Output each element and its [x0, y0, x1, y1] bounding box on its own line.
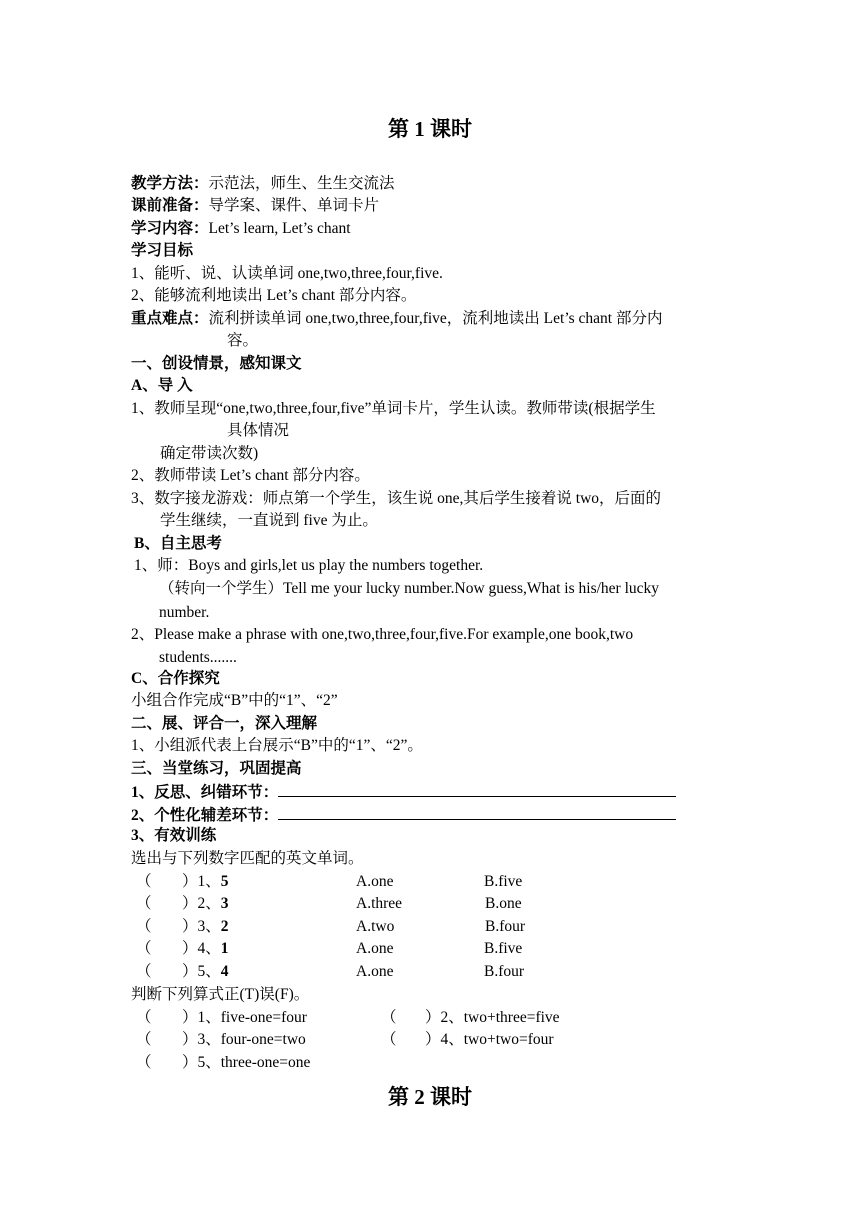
- key-points-label: 重点难点：: [131, 310, 209, 327]
- section-c-heading: C、合作探究: [131, 670, 220, 687]
- option-a: A.one: [356, 963, 394, 980]
- a3-line-1: 3、数字接龙游戏：师点第一个学生，该生说 one,其后学生接着说 two，后面的: [131, 490, 662, 507]
- a2-line: 2、教师带读 Let’s chant 部分内容。: [131, 467, 370, 484]
- key-points-value: 流利拼读单词 one,two,three,four,five，流利地读出 Let’s chant 部分内: [208, 310, 663, 327]
- judge-paren-open: （: [381, 1009, 397, 1026]
- section-2-text: 1、小组派代表上台展示“B”中的“1”、“2”。: [131, 737, 423, 754]
- judge-question-2: ）2、two+three=five: [425, 1009, 560, 1026]
- option-b: B.five: [484, 873, 523, 890]
- a1-line-2: 具体情况: [227, 422, 290, 439]
- lesson-1-title: 第 1 课时: [388, 117, 472, 141]
- goals-heading: 学习目标: [131, 242, 194, 259]
- goal-1: 1、能听、说、认读单词 one,two,three,four,five.: [131, 265, 443, 282]
- exercise-2-blank[interactable]: [278, 804, 676, 820]
- preparation-label: 课前准备：: [131, 197, 209, 214]
- option-a: A.three: [356, 895, 403, 912]
- exercise-3-heading: 3、有效训练: [131, 827, 217, 844]
- exercise-2-line: [131, 804, 676, 826]
- b1-line-3: number.: [159, 604, 210, 621]
- teaching-method-label: 教学方法：: [131, 175, 209, 192]
- answer-paren-open: （: [136, 940, 152, 957]
- content-line: [131, 219, 351, 239]
- judge-question-4: ）4、two+two=four: [425, 1031, 554, 1048]
- b2-line-1: 2、Please make a phrase with one,two,three,four,five.For example,one book,two: [131, 626, 634, 643]
- exercise-1-blank[interactable]: [278, 781, 676, 797]
- key-points-continuation: 容。: [227, 332, 259, 349]
- exercise-1-label: 1、反思、纠错环节：: [131, 784, 279, 801]
- option-b: B.four: [484, 963, 525, 980]
- judge-paren-open: （: [381, 1031, 397, 1048]
- lesson-2-title: 第 2 课时: [388, 1085, 472, 1109]
- b1-line-1: 1、师：Boys and girls,let us play the numbers together.: [134, 557, 484, 574]
- content-value: Let’s learn, Let’s chant: [208, 220, 351, 237]
- preparation-line: [131, 196, 379, 216]
- answer-paren-open: （: [136, 873, 152, 890]
- answer-paren-open: （: [136, 963, 152, 980]
- judge-question-5: ）5、three-one=one: [182, 1054, 311, 1071]
- section-2-heading: 二、展、评合一，深入理解: [131, 715, 318, 732]
- judge-intro: 判断下列算式正(T)误(F)。: [131, 986, 310, 1003]
- option-a: A.one: [356, 873, 394, 890]
- b2-line-2: students.......: [159, 649, 237, 666]
- judge-paren-open: （: [136, 1009, 152, 1026]
- match-question: ）2、3: [182, 895, 229, 912]
- teaching-method-value: 示范法，师生、生生交流法: [208, 175, 395, 192]
- match-question: ）3、2: [182, 918, 229, 935]
- content-label: 学习内容：: [131, 220, 209, 237]
- judge-question-1: ）1、five-one=four: [182, 1009, 307, 1026]
- a3-line-2: 学生继续，一直说到 five 为止。: [160, 512, 378, 529]
- key-points-line: [131, 309, 662, 329]
- a1-line-3: 确定带读次数): [160, 445, 259, 462]
- teaching-method-line: [131, 174, 395, 194]
- exercise-2-label: 2、个性化辅差环节：: [131, 807, 279, 824]
- section-b-heading: B、自主思考: [134, 535, 222, 552]
- option-a: A.one: [356, 940, 394, 957]
- option-b: B.five: [484, 940, 523, 957]
- match-intro: 选出与下列数字匹配的英文单词。: [131, 850, 364, 867]
- exercise-1-line: [131, 781, 676, 803]
- match-question: ）5、4: [182, 963, 229, 980]
- b1-line-2: （转向一个学生）Tell me your lucky number.Now guess,What is his/her lucky: [159, 580, 660, 597]
- option-b: B.one: [485, 895, 522, 912]
- answer-paren-open: （: [136, 918, 152, 935]
- match-question: ）4、1: [182, 940, 229, 957]
- section-c-text: 小组合作完成“B”中的“1”、“2”: [131, 692, 338, 709]
- a1-line-1: 1、教师呈现“one,two,three,four,five”单词卡片，学生认读。教师带读(根据学生: [131, 400, 656, 417]
- goal-2: 2、能够流利地读出 Let’s chant 部分内容。: [131, 287, 417, 304]
- section-1-heading: 一、创设情景，感知课文: [131, 355, 302, 372]
- option-b: B.four: [485, 918, 526, 935]
- judge-question-3: ）3、four-one=two: [182, 1031, 306, 1048]
- section-a-heading: A、导 入: [131, 377, 193, 394]
- option-a: A.two: [356, 918, 395, 935]
- judge-paren-open: （: [136, 1054, 152, 1071]
- answer-paren-open: （: [136, 895, 152, 912]
- section-3-heading: 三、当堂练习，巩固提高: [131, 760, 302, 777]
- match-question: ）1、5: [182, 873, 229, 890]
- judge-paren-open: （: [136, 1031, 152, 1048]
- preparation-value: 导学案、课件、单词卡片: [208, 197, 380, 214]
